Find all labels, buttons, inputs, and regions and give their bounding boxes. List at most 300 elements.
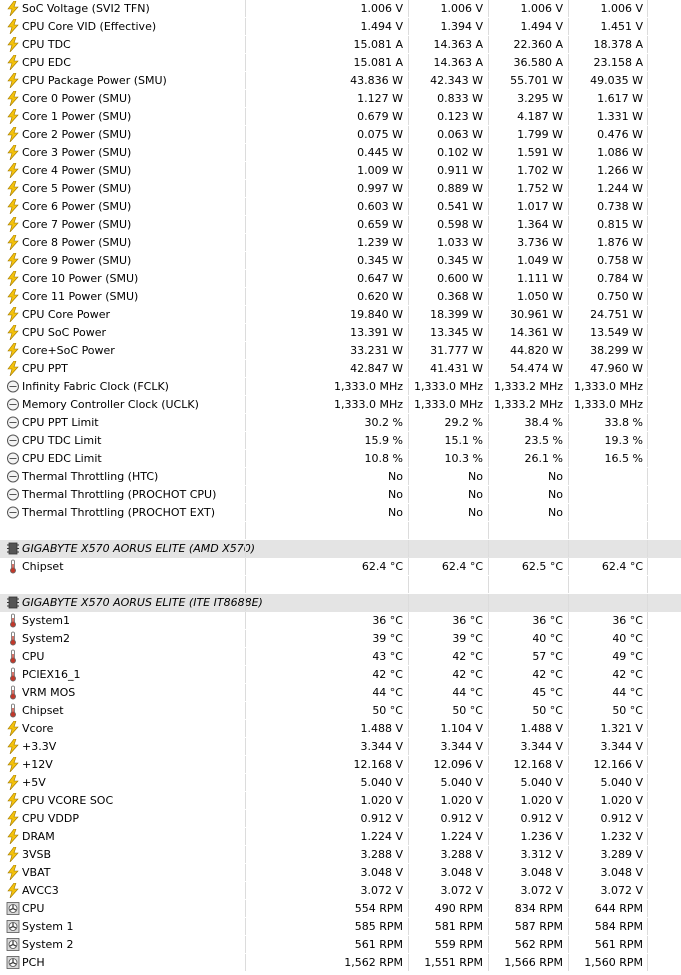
minimum-value: 1,551 RPM	[408, 954, 488, 971]
sensor-row[interactable]	[0, 684, 681, 702]
sensor-row[interactable]	[0, 0, 681, 18]
average-value: 0.758 W	[568, 252, 648, 269]
lightning-icon	[6, 55, 20, 70]
lightning-icon	[6, 775, 20, 790]
maximum-value: 3.072 V	[488, 882, 568, 899]
sensor-row[interactable]	[0, 558, 681, 576]
sensor-name: CPU PPT Limit	[22, 416, 99, 429]
sensor-name: Infinity Fabric Clock (FCLK)	[22, 380, 169, 393]
sensor-row[interactable]	[0, 864, 681, 882]
minimum-value: 5.040 V	[408, 774, 488, 791]
thermometer-icon	[6, 559, 20, 574]
current-value: 0.997 W	[245, 180, 408, 197]
average-value: 24.751 W	[568, 306, 648, 323]
maximum-value: 1.111 W	[488, 270, 568, 287]
maximum-value: 4.187 W	[488, 108, 568, 125]
maximum-value: 1,566 RPM	[488, 954, 568, 971]
maximum-value: 45 °C	[488, 684, 568, 701]
minimum-value: 50 °C	[408, 702, 488, 719]
average-value: 1,333.0 MHz	[568, 396, 648, 413]
average-value: 5.040 V	[568, 774, 648, 791]
device-header-row[interactable]	[0, 540, 681, 558]
empty-cell	[568, 576, 648, 593]
column-divider	[647, 450, 648, 467]
sensor-row[interactable]	[0, 774, 681, 792]
maximum-value: 3.048 V	[488, 864, 568, 881]
sensor-name: VRM MOS	[22, 686, 76, 699]
current-value: 0.445 W	[245, 144, 408, 161]
lightning-icon	[6, 883, 20, 898]
minimum-value: 31.777 W	[408, 342, 488, 359]
current-value: 19.840 W	[245, 306, 408, 323]
average-value: 1.617 W	[568, 90, 648, 107]
maximum-value: 54.474 W	[488, 360, 568, 377]
column-divider	[647, 216, 648, 233]
average-value: 19.3 %	[568, 432, 648, 449]
sensor-row[interactable]	[0, 198, 681, 216]
column-divider	[647, 828, 648, 845]
sensor-name: +5V	[22, 776, 46, 789]
minimum-value: 0.063 W	[408, 126, 488, 143]
maximum-value: 62.5 °C	[488, 558, 568, 575]
current-value: 13.391 W	[245, 324, 408, 341]
current-value: 42 °C	[245, 666, 408, 683]
minimum-value: 3.072 V	[408, 882, 488, 899]
spacer-row	[0, 522, 681, 540]
column-divider	[647, 702, 648, 719]
empty-cell	[488, 594, 568, 611]
lightning-icon	[6, 127, 20, 142]
minimum-value: 0.541 W	[408, 198, 488, 215]
column-divider	[647, 252, 648, 269]
sensor-name: Core 6 Power (SMU)	[22, 200, 132, 213]
lightning-icon	[6, 91, 20, 106]
sensor-row[interactable]	[0, 288, 681, 306]
average-value: 12.166 V	[568, 756, 648, 773]
average-value: 33.8 %	[568, 414, 648, 431]
current-value: 3.072 V	[245, 882, 408, 899]
minimum-value: 0.345 W	[408, 252, 488, 269]
clock-icon	[6, 397, 20, 412]
sensor-row[interactable]	[0, 360, 681, 378]
minimum-value: 0.911 W	[408, 162, 488, 179]
sensor-row[interactable]	[0, 810, 681, 828]
column-divider	[647, 558, 648, 575]
lightning-icon	[6, 37, 20, 52]
current-value: 3.344 V	[245, 738, 408, 755]
sensor-row[interactable]	[0, 396, 681, 414]
current-value: 0.679 W	[245, 108, 408, 125]
minimum-value: 0.102 W	[408, 144, 488, 161]
sensor-name: +3.3V	[22, 740, 57, 753]
current-value: 15.081 A	[245, 54, 408, 71]
maximum-value: 12.168 V	[488, 756, 568, 773]
sensor-name: Core 1 Power (SMU)	[22, 110, 132, 123]
sensor-row[interactable]	[0, 54, 681, 72]
sensor-row[interactable]	[0, 486, 681, 504]
thermometer-icon	[6, 649, 20, 664]
sensor-row[interactable]	[0, 216, 681, 234]
column-divider	[647, 576, 648, 593]
sensor-name: Core 0 Power (SMU)	[22, 92, 132, 105]
maximum-value: 1.799 W	[488, 126, 568, 143]
empty-cell	[245, 540, 408, 557]
sensor-row[interactable]	[0, 432, 681, 450]
maximum-value: 834 RPM	[488, 900, 568, 917]
column-divider	[647, 522, 648, 539]
sensor-name: CPU EDC Limit	[22, 452, 102, 465]
average-value: 0.750 W	[568, 288, 648, 305]
thermometer-icon	[6, 667, 20, 682]
sensor-name: Chipset	[22, 704, 64, 717]
column-divider	[647, 432, 648, 449]
column-divider	[647, 162, 648, 179]
sensor-row[interactable]	[0, 72, 681, 90]
average-value: 40 °C	[568, 630, 648, 647]
current-value: 50 °C	[245, 702, 408, 719]
sensor-row[interactable]	[0, 756, 681, 774]
minimum-value: 14.363 A	[408, 54, 488, 71]
clock-icon	[6, 451, 20, 466]
fan-icon	[6, 901, 20, 916]
current-value: 36 °C	[245, 612, 408, 629]
sensor-row[interactable]	[0, 738, 681, 756]
sensor-row[interactable]	[0, 828, 681, 846]
column-divider	[647, 666, 648, 683]
maximum-value: 57 °C	[488, 648, 568, 665]
sensor-row[interactable]	[0, 234, 681, 252]
maximum-value: 3.312 V	[488, 846, 568, 863]
empty-cell	[408, 540, 488, 557]
sensor-row[interactable]	[0, 666, 681, 684]
average-value: 644 RPM	[568, 900, 648, 917]
sensor-row[interactable]	[0, 882, 681, 900]
lightning-icon	[6, 289, 20, 304]
fan-icon	[6, 937, 20, 952]
maximum-value: 3.736 W	[488, 234, 568, 251]
sensor-row[interactable]	[0, 918, 681, 936]
average-value: 3.344 V	[568, 738, 648, 755]
minimum-value: 1.006 V	[408, 0, 488, 17]
minimum-value: 0.912 V	[408, 810, 488, 827]
minimum-value: 1.033 W	[408, 234, 488, 251]
lightning-icon	[6, 343, 20, 358]
sensor-row[interactable]	[0, 468, 681, 486]
maximum-value: 14.361 W	[488, 324, 568, 341]
sensor-row[interactable]	[0, 900, 681, 918]
empty-cell	[245, 522, 408, 539]
minimum-value: 44 °C	[408, 684, 488, 701]
device-header-row[interactable]	[0, 594, 681, 612]
sensor-name: CPU TDC Limit	[22, 434, 102, 447]
column-divider	[647, 342, 648, 359]
empty-cell	[568, 540, 648, 557]
sensor-row[interactable]	[0, 792, 681, 810]
current-value: 0.075 W	[245, 126, 408, 143]
sensor-name: 3VSB	[22, 848, 52, 861]
lightning-icon	[6, 271, 20, 286]
maximum-value: 1,333.2 MHz	[488, 396, 568, 413]
sensor-row[interactable]	[0, 18, 681, 36]
column-divider	[647, 468, 648, 485]
minimum-value: 559 RPM	[408, 936, 488, 953]
sensor-row[interactable]	[0, 90, 681, 108]
sensor-name: PCIEX16_1	[22, 668, 81, 681]
column-divider	[647, 648, 648, 665]
current-value: 1.009 W	[245, 162, 408, 179]
lightning-icon	[6, 757, 20, 772]
average-value: 1.331 W	[568, 108, 648, 125]
lightning-icon	[6, 235, 20, 250]
sensor-row[interactable]	[0, 252, 681, 270]
maximum-value: 1.702 W	[488, 162, 568, 179]
sensor-name: Vcore	[22, 722, 54, 735]
lightning-icon	[6, 865, 20, 880]
sensor-name: CPU SoC Power	[22, 326, 107, 339]
current-value: 12.168 V	[245, 756, 408, 773]
current-value: 44 °C	[245, 684, 408, 701]
average-value: 49.035 W	[568, 72, 648, 89]
current-value: 1.224 V	[245, 828, 408, 845]
empty-cell	[488, 522, 568, 539]
average-value	[568, 486, 648, 503]
minimum-value: 1.394 V	[408, 18, 488, 35]
sensor-row[interactable]	[0, 162, 681, 180]
minimum-value: 1.104 V	[408, 720, 488, 737]
sensor-row[interactable]	[0, 702, 681, 720]
average-value: 1.232 V	[568, 828, 648, 845]
average-value: 62.4 °C	[568, 558, 648, 575]
current-value: 0.659 W	[245, 216, 408, 233]
sensor-row[interactable]	[0, 414, 681, 432]
maximum-value: 36.580 A	[488, 54, 568, 71]
sensor-row[interactable]	[0, 36, 681, 54]
average-value: 1.321 V	[568, 720, 648, 737]
average-value: 44 °C	[568, 684, 648, 701]
sensor-row[interactable]	[0, 342, 681, 360]
maximum-value: No	[488, 504, 568, 521]
sensor-name: CPU EDC	[22, 56, 71, 69]
current-value: 1.239 W	[245, 234, 408, 251]
column-divider	[647, 414, 648, 431]
empty-cell	[488, 576, 568, 593]
current-value: 1,333.0 MHz	[245, 378, 408, 395]
minimum-value: 41.431 W	[408, 360, 488, 377]
sensor-name: PCH	[22, 956, 45, 969]
maximum-value: 42 °C	[488, 666, 568, 683]
column-divider	[647, 684, 648, 701]
minimum-value: 0.600 W	[408, 270, 488, 287]
minimum-value: 0.123 W	[408, 108, 488, 125]
maximum-value: 22.360 A	[488, 36, 568, 53]
average-value: 1,560 RPM	[568, 954, 648, 971]
chip-icon	[6, 541, 20, 556]
average-value: 36 °C	[568, 612, 648, 629]
sensor-name: SoC Voltage (SVI2 TFN)	[22, 2, 150, 15]
maximum-value: 36 °C	[488, 612, 568, 629]
column-divider	[647, 18, 648, 35]
sensor-name: CPU Package Power (SMU)	[22, 74, 167, 87]
minimum-value: 581 RPM	[408, 918, 488, 935]
maximum-value: 587 RPM	[488, 918, 568, 935]
minimum-value: No	[408, 486, 488, 503]
sensor-row[interactable]	[0, 648, 681, 666]
column-divider	[647, 756, 648, 773]
maximum-value: 1.364 W	[488, 216, 568, 233]
current-value: 554 RPM	[245, 900, 408, 917]
lightning-icon	[6, 199, 20, 214]
maximum-value: 1.752 W	[488, 180, 568, 197]
sensor-row[interactable]	[0, 954, 681, 972]
sensor-row[interactable]	[0, 846, 681, 864]
column-divider	[647, 270, 648, 287]
column-divider	[647, 108, 648, 125]
sensor-name: Thermal Throttling (PROCHOT EXT)	[22, 506, 216, 519]
sensor-row[interactable]	[0, 126, 681, 144]
column-divider	[647, 738, 648, 755]
current-value: 0.345 W	[245, 252, 408, 269]
sensor-name: CPU	[22, 650, 45, 663]
current-value: No	[245, 468, 408, 485]
sensor-name: Core 8 Power (SMU)	[22, 236, 132, 249]
sensor-name: Core 11 Power (SMU)	[22, 290, 139, 303]
sensor-row[interactable]	[0, 108, 681, 126]
sensor-row[interactable]	[0, 270, 681, 288]
sensor-row[interactable]	[0, 450, 681, 468]
minimum-value: 14.363 A	[408, 36, 488, 53]
sensor-row[interactable]	[0, 378, 681, 396]
column-divider	[647, 954, 648, 971]
chip-icon	[6, 595, 20, 610]
sensor-name: Core 3 Power (SMU)	[22, 146, 132, 159]
device-name: GIGABYTE X570 AORUS ELITE (AMD X570)	[22, 542, 256, 555]
average-value: 1.266 W	[568, 162, 648, 179]
maximum-value: 23.5 %	[488, 432, 568, 449]
clock-icon	[6, 433, 20, 448]
average-value: 1.876 W	[568, 234, 648, 251]
column-divider	[647, 306, 648, 323]
minimum-value: 29.2 %	[408, 414, 488, 431]
sensor-row[interactable]	[0, 306, 681, 324]
sensor-name: Core 10 Power (SMU)	[22, 272, 139, 285]
maximum-value: 1.494 V	[488, 18, 568, 35]
maximum-value: 562 RPM	[488, 936, 568, 953]
average-value: 47.960 W	[568, 360, 648, 377]
maximum-value: 1.006 V	[488, 0, 568, 17]
sensor-name: CPU PPT	[22, 362, 68, 375]
column-divider	[647, 936, 648, 953]
empty-cell	[408, 576, 488, 593]
maximum-value: No	[488, 486, 568, 503]
maximum-value: 30.961 W	[488, 306, 568, 323]
empty-cell	[245, 594, 408, 611]
column-divider	[647, 630, 648, 647]
current-value: 0.912 V	[245, 810, 408, 827]
sensor-name: System1	[22, 614, 71, 627]
minimum-value: No	[408, 504, 488, 521]
sensor-name: +12V	[22, 758, 53, 771]
average-value	[568, 504, 648, 521]
maximum-value: 40 °C	[488, 630, 568, 647]
empty-cell	[408, 522, 488, 539]
maximum-value: 1.236 V	[488, 828, 568, 845]
lightning-icon	[6, 217, 20, 232]
sensor-row[interactable]	[0, 612, 681, 630]
column-divider	[647, 882, 648, 899]
clock-icon	[6, 469, 20, 484]
maximum-value: 1.020 V	[488, 792, 568, 809]
column-divider	[647, 720, 648, 737]
minimum-value: 10.3 %	[408, 450, 488, 467]
sensor-name: CPU TDC	[22, 38, 71, 51]
current-value: 1,562 RPM	[245, 954, 408, 971]
maximum-value: 1.049 W	[488, 252, 568, 269]
column-divider	[647, 36, 648, 53]
column-divider	[647, 126, 648, 143]
maximum-value: 1.591 W	[488, 144, 568, 161]
sensor-name: Core 4 Power (SMU)	[22, 164, 132, 177]
current-value: 10.8 %	[245, 450, 408, 467]
sensor-name: Thermal Throttling (PROCHOT CPU)	[22, 488, 217, 501]
lightning-icon	[6, 163, 20, 178]
maximum-value: 50 °C	[488, 702, 568, 719]
current-value: 1.127 W	[245, 90, 408, 107]
empty-cell	[568, 594, 648, 611]
sensor-name: Chipset	[22, 560, 64, 573]
current-value: 33.231 W	[245, 342, 408, 359]
column-divider	[647, 90, 648, 107]
column-divider	[647, 360, 648, 377]
minimum-value: 3.344 V	[408, 738, 488, 755]
sensor-row[interactable]	[0, 180, 681, 198]
average-value: 0.738 W	[568, 198, 648, 215]
column-divider	[647, 486, 648, 503]
maximum-value: 38.4 %	[488, 414, 568, 431]
sensor-row[interactable]	[0, 504, 681, 522]
current-value: 1.006 V	[245, 0, 408, 17]
minimum-value: 62.4 °C	[408, 558, 488, 575]
current-value: 1,333.0 MHz	[245, 396, 408, 413]
lightning-icon	[6, 73, 20, 88]
current-value: 1.494 V	[245, 18, 408, 35]
sensor-row[interactable]	[0, 936, 681, 954]
sensor-row[interactable]	[0, 720, 681, 738]
empty-cell	[568, 522, 648, 539]
sensor-row[interactable]	[0, 144, 681, 162]
spacer-row	[0, 576, 681, 594]
maximum-value: 0.912 V	[488, 810, 568, 827]
minimum-value: 3.048 V	[408, 864, 488, 881]
minimum-value: 39 °C	[408, 630, 488, 647]
sensor-row[interactable]	[0, 324, 681, 342]
current-value: 42.847 W	[245, 360, 408, 377]
average-value: 0.476 W	[568, 126, 648, 143]
sensor-row[interactable]	[0, 630, 681, 648]
lightning-icon	[6, 145, 20, 160]
lightning-icon	[6, 793, 20, 808]
minimum-value: 490 RPM	[408, 900, 488, 917]
thermometer-icon	[6, 631, 20, 646]
current-value: 43 °C	[245, 648, 408, 665]
empty-cell	[245, 576, 408, 593]
current-value: 62.4 °C	[245, 558, 408, 575]
column-divider	[647, 144, 648, 161]
minimum-value: 13.345 W	[408, 324, 488, 341]
thermometer-icon	[6, 685, 20, 700]
sensor-name: Thermal Throttling (HTC)	[22, 470, 159, 483]
current-value: 1.020 V	[245, 792, 408, 809]
column-divider	[647, 396, 648, 413]
